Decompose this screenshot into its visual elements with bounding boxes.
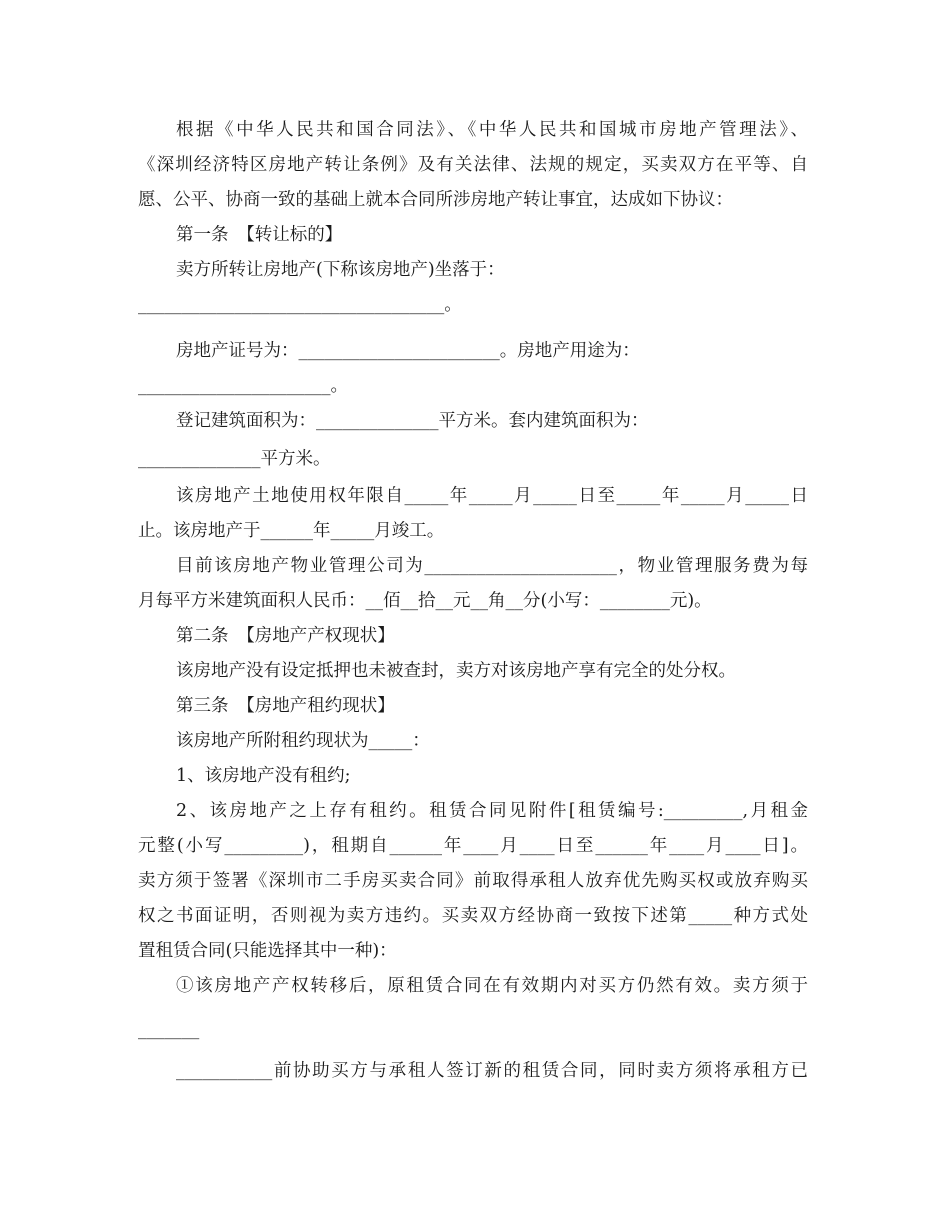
title-status-line: 该房地产没有设定抵押也未被查封，卖方对该房地产享有完全的处分权。 (176, 661, 736, 681)
lease-option-2-line-4: 权之书面证明，否则视为卖方违约。买卖双方经协商一致按下述第_____种方式处 (138, 906, 808, 926)
paragraph-intro-line-1: 根据《中华人民共和国合同法》、《中华人民共和国城市房地产管理法》、 (176, 120, 808, 140)
lease-handling-option-1-line-1: ①该房地产产权转移后，原租赁合同在有效期内对买方仍然有效。卖方须于 (176, 976, 808, 996)
lease-option-2-line-1: 2、该房地产之上存有租约。租赁合同见附件[租赁编号:_________,月租金 (176, 801, 808, 821)
property-usage-blank: ______________________。 (138, 376, 348, 396)
lease-option-2-line-3: 卖方须于签署《深圳市二手房买卖合同》前取得承租人放弃优先购买权或放弃购买 (138, 871, 808, 891)
lease-status-line: 该房地产所附租约现状为_____： (176, 731, 430, 751)
registered-area-line: 登记建筑面积为：______________平方米。套内建筑面积为： (176, 411, 649, 431)
paragraph-intro-line-2: 《深圳经济特区房地产转让条例》及有关法律、法规的规定，买卖双方在平等、自 (138, 155, 808, 175)
land-use-term-line-1: 该房地产土地使用权年限自_____年_____月_____日至_____年_____月_____日 (176, 486, 808, 506)
lease-option-2-line-2: 元整(小写_________)，租期自______年____月____日至______年____月____日]。 (138, 836, 808, 856)
paragraph-intro-line-3: 愿、公平、协商一致的基础上就本合同所涉房地产转让事宜，达成如下协议： (138, 190, 733, 210)
lease-handling-option-1-line-2: ___________前协助买方与承租人签订新的租赁合同，同时卖方须将承租方已 (176, 1061, 808, 1081)
property-management-line-1: 目前该房地产物业管理公司为______________________，物业管理服务费为每 (176, 556, 808, 576)
certificate-number-line: 房地产证号为：_______________________。房地产用途为： (176, 341, 640, 361)
lease-handling-option-1-blank: _______ (138, 1020, 200, 1040)
article-2-heading: 第二条 【房地产产权现状】 (176, 626, 395, 646)
property-location-blank: ___________________________________。 (138, 295, 462, 315)
land-use-term-line-2: 止。该房地产于______年_____月竣工。 (138, 521, 445, 541)
property-management-line-2: 月每平方米建筑面积人民币：__佰__拾__元__角__分(小写：________元)。 (138, 591, 712, 611)
interior-area-blank: ______________平方米。 (138, 449, 331, 469)
property-location-line: 卖方所转让房地产(下称该房地产)坐落于： (176, 260, 505, 280)
article-1-heading: 第一条 【转让标的】 (176, 225, 343, 245)
article-3-heading: 第三条 【房地产租约现状】 (176, 696, 395, 716)
lease-option-2-line-5: 置租赁合同(只能选择其中一种)： (138, 941, 397, 961)
lease-option-1: 1、该房地产没有租约; (176, 766, 351, 786)
